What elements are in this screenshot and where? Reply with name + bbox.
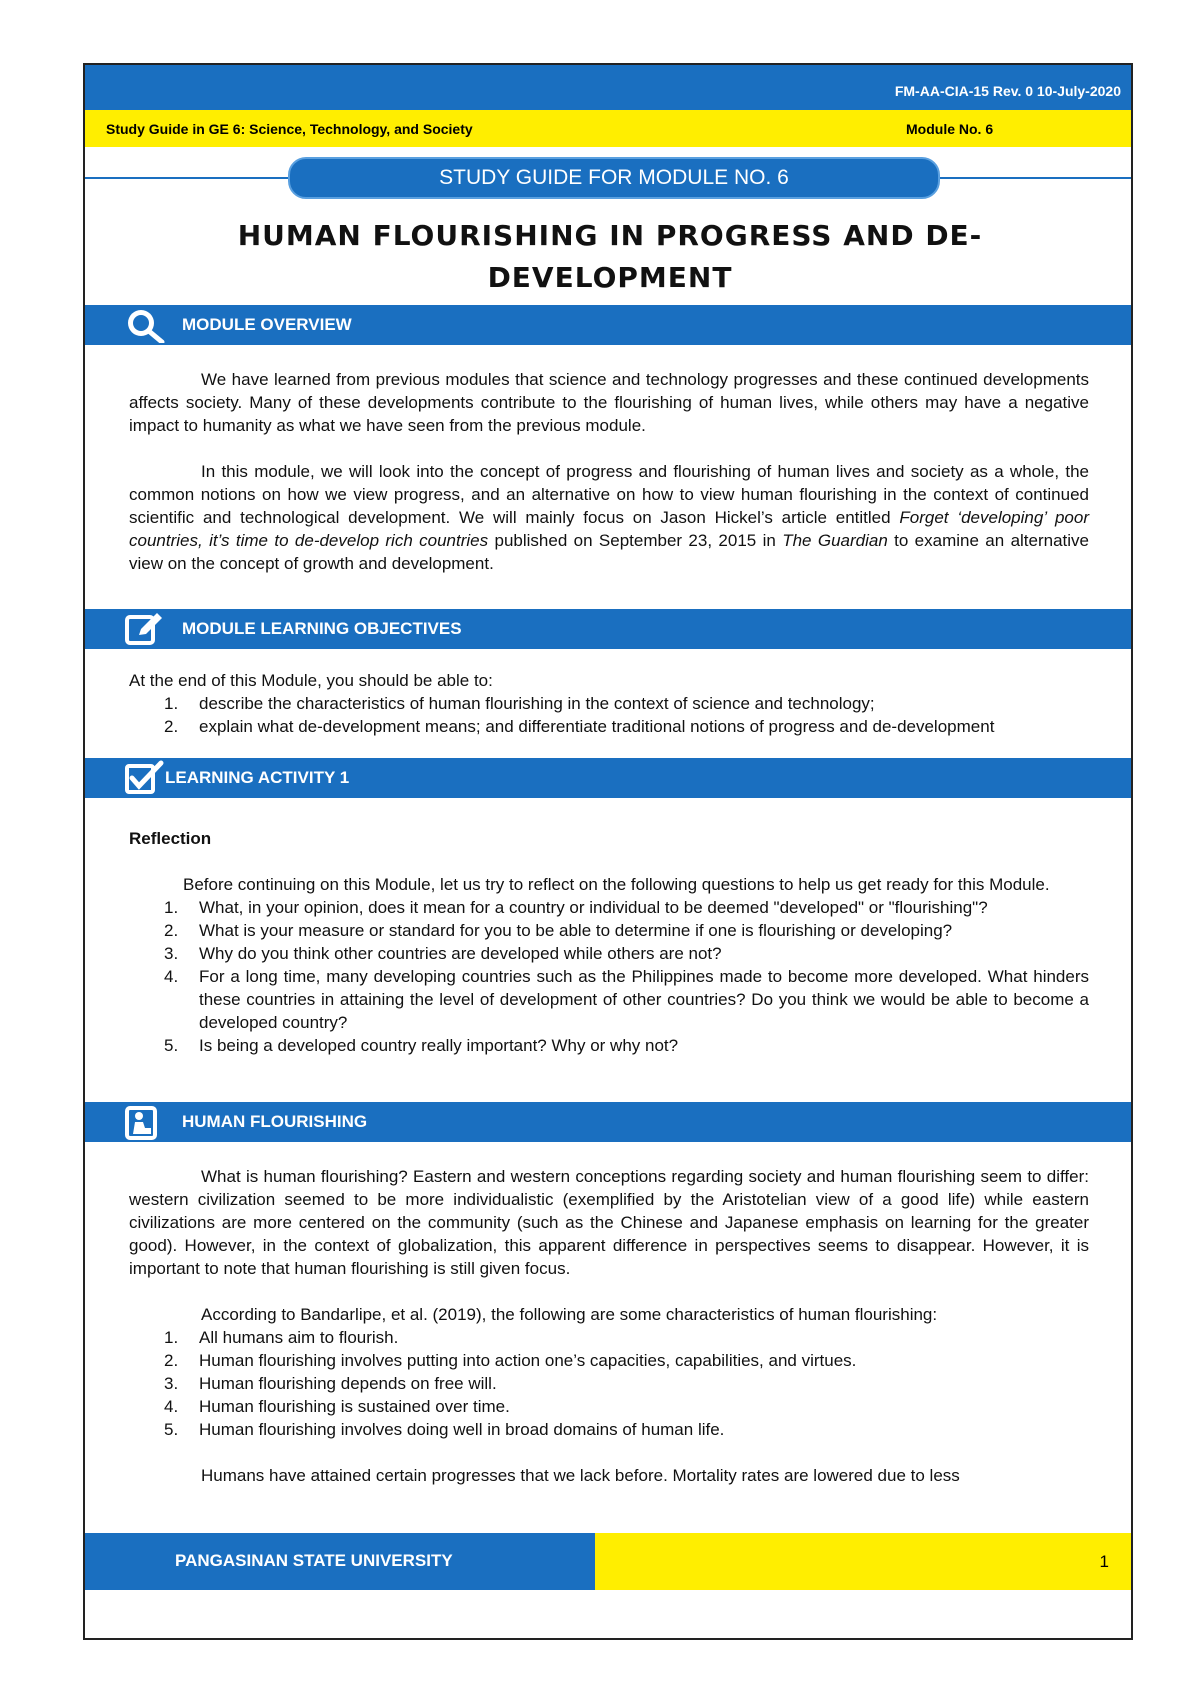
- list-text: Human flourishing involves putting into action one’s capacities, capabilities, and virtues.: [199, 1351, 857, 1370]
- section-label-flourishing: HUMAN FLOURISHING: [182, 1112, 368, 1131]
- overview-p2-text-a: In this module, we will look into the concept of progress and flourishing of human lives and society as a whole, the common notions on how we view progress, and an alternative on how to view human flourishing in the context of continued scientific and technological development. We will mainly focus on Jason Hickel’s article entitled: [129, 462, 1089, 527]
- list-text: Human flourishing depends on free will.: [199, 1374, 497, 1393]
- list-number: 4.: [164, 967, 179, 986]
- list-number: 3.: [164, 1374, 179, 1393]
- list-item: [129, 692, 1089, 715]
- list-item: [129, 1349, 1089, 1372]
- list-number: 5.: [164, 1036, 179, 1055]
- pencil-edit-icon: [125, 611, 165, 647]
- reflection-questions-list: [129, 896, 1089, 1057]
- checkbox-icon: [125, 760, 165, 796]
- list-item: [129, 1395, 1089, 1418]
- section-label-objectives: MODULE LEARNING OBJECTIVES: [182, 619, 462, 638]
- objectives-list: [129, 692, 1089, 738]
- magnifier-icon: [125, 307, 165, 343]
- list-item: [129, 715, 1089, 738]
- activity-intro: Before continuing on this Module, let us try to reflect on the following questions to help us get ready for this Module.: [183, 875, 1050, 894]
- list-text: Human flourishing is sustained over time.: [199, 1397, 510, 1416]
- list-number: 1.: [164, 898, 179, 917]
- page-title-line-2: DEVELOPMENT: [487, 261, 733, 294]
- section-bar-objectives: [85, 609, 1131, 649]
- section-label-activity: LEARNING ACTIVITY 1: [165, 768, 350, 787]
- overview-paragraph-2: [129, 460, 1089, 575]
- article-title: Forget ‘developing’ poor countries, it’s time to de-develop rich countries: [129, 508, 1089, 550]
- overview-body: [129, 368, 1089, 575]
- list-number: 5.: [164, 1420, 179, 1439]
- list-item: [129, 1326, 1089, 1349]
- list-number: 2.: [164, 1351, 179, 1370]
- list-number: 2.: [164, 921, 179, 940]
- page-frame: [83, 63, 1133, 1640]
- list-number: 1.: [164, 694, 179, 713]
- list-number: 2.: [164, 717, 179, 736]
- list-text: For a long time, many developing countries such as the Philippines made to become more developed. What hinders these countries in attaining the level of development of other countries? Do you think we would be able to become a developed country?: [199, 967, 1089, 1032]
- list-item: [129, 965, 1089, 1034]
- form-code: FM-AA-CIA-15 Rev. 0 10-July-2020: [894, 83, 1121, 99]
- list-item: [129, 1034, 1089, 1057]
- list-text: Is being a developed country really important? Why or why not?: [199, 1036, 679, 1055]
- list-text: Why do you think other countries are developed while others are not?: [199, 944, 722, 963]
- list-text: What, in your opinion, does it mean for a country or individual to be deemed "developed" or "flourishing"?: [199, 898, 988, 917]
- page-number: 1: [1099, 1552, 1109, 1571]
- list-text: Human flourishing involves doing well in broad domains of human life.: [199, 1420, 725, 1439]
- objectives-intro: At the end of this Module, you should be able to:: [129, 671, 493, 690]
- header-yellow-band: [85, 110, 1131, 147]
- list-number: 4.: [164, 1397, 179, 1416]
- list-item: [129, 896, 1089, 919]
- objectives-body: [129, 669, 1089, 738]
- overview-p2-text-c: to examine an alternative view on the concept of growth and development.: [129, 531, 1090, 573]
- page-title-line-1: HUMAN FLOURISHING IN PROGRESS AND DE-: [237, 219, 983, 252]
- university-name: PANGASINAN STATE UNIVERSITY: [175, 1551, 453, 1570]
- list-item: [129, 1418, 1089, 1441]
- footer-blue-block: [85, 1533, 595, 1590]
- flourishing-characteristics-list: [129, 1326, 1089, 1441]
- section-bar-flourishing: [85, 1102, 1131, 1142]
- study-guide-title: Study Guide in GE 6: Science, Technology, and Society: [106, 121, 473, 137]
- section-label-overview: MODULE OVERVIEW: [182, 315, 352, 334]
- footer-yellow-block: [595, 1533, 1131, 1590]
- flourishing-paragraph-1: What is human flourishing? Eastern and western conceptions regarding society and human flourishing seem to differ: western civilization seemed to be more individualistic (exemplified by the Aristotelian view of a good life) while eastern civilizations are more centered on the community (such as the Chinese and Japanese emphasis on learning for the greater good). However, in the context of globalization, this apparent difference in perspectives seems to disappear. However, it is important to note that human flourishing is still given focus.: [129, 1167, 1089, 1278]
- module-number: Module No. 6: [906, 121, 994, 137]
- header-blue-band: [85, 65, 1131, 110]
- flourishing-paragraph-2: According to Bandarlipe, et al. (2019), the following are some characteristics of human flourishing:: [201, 1305, 938, 1324]
- flourishing-paragraph-3: Humans have attained certain progresses that we lack before. Mortality rates are lowered due to less: [201, 1466, 960, 1485]
- flourishing-body: [129, 1165, 1089, 1487]
- activity-body: [129, 827, 1089, 1057]
- overview-p2-text-b: published on September 23, 2015 in: [488, 531, 783, 550]
- page-title: [145, 215, 1075, 299]
- publication-name: The Guardian: [782, 531, 888, 550]
- list-text: What is your measure or standard for you to be able to determine if one is flourishing or developing?: [199, 921, 953, 940]
- list-item: [129, 919, 1089, 942]
- list-item: [129, 942, 1089, 965]
- activity-subheading: Reflection: [129, 829, 212, 848]
- list-text: describe the characteristics of human flourishing in the context of science and technology;: [199, 694, 875, 713]
- list-text: explain what de-development means; and differentiate traditional notions of progress and de-development: [199, 717, 995, 736]
- list-item: [129, 1372, 1089, 1395]
- list-number: 1.: [164, 1328, 179, 1347]
- section-bar-activity: [85, 758, 1131, 798]
- module-pill-banner: STUDY GUIDE FOR MODULE NO. 6: [288, 157, 940, 199]
- list-text: All humans aim to flourish.: [199, 1328, 399, 1347]
- overview-paragraph-1: We have learned from previous modules that science and technology progresses and these continued developments affects society. Many of these developments contribute to the flourishing of human lives, while others may have a negative impact to humanity as what we have seen from the previous module.: [129, 370, 1089, 435]
- reading-person-icon: [125, 1104, 165, 1140]
- section-bar-overview: [85, 305, 1131, 345]
- list-number: 3.: [164, 944, 179, 963]
